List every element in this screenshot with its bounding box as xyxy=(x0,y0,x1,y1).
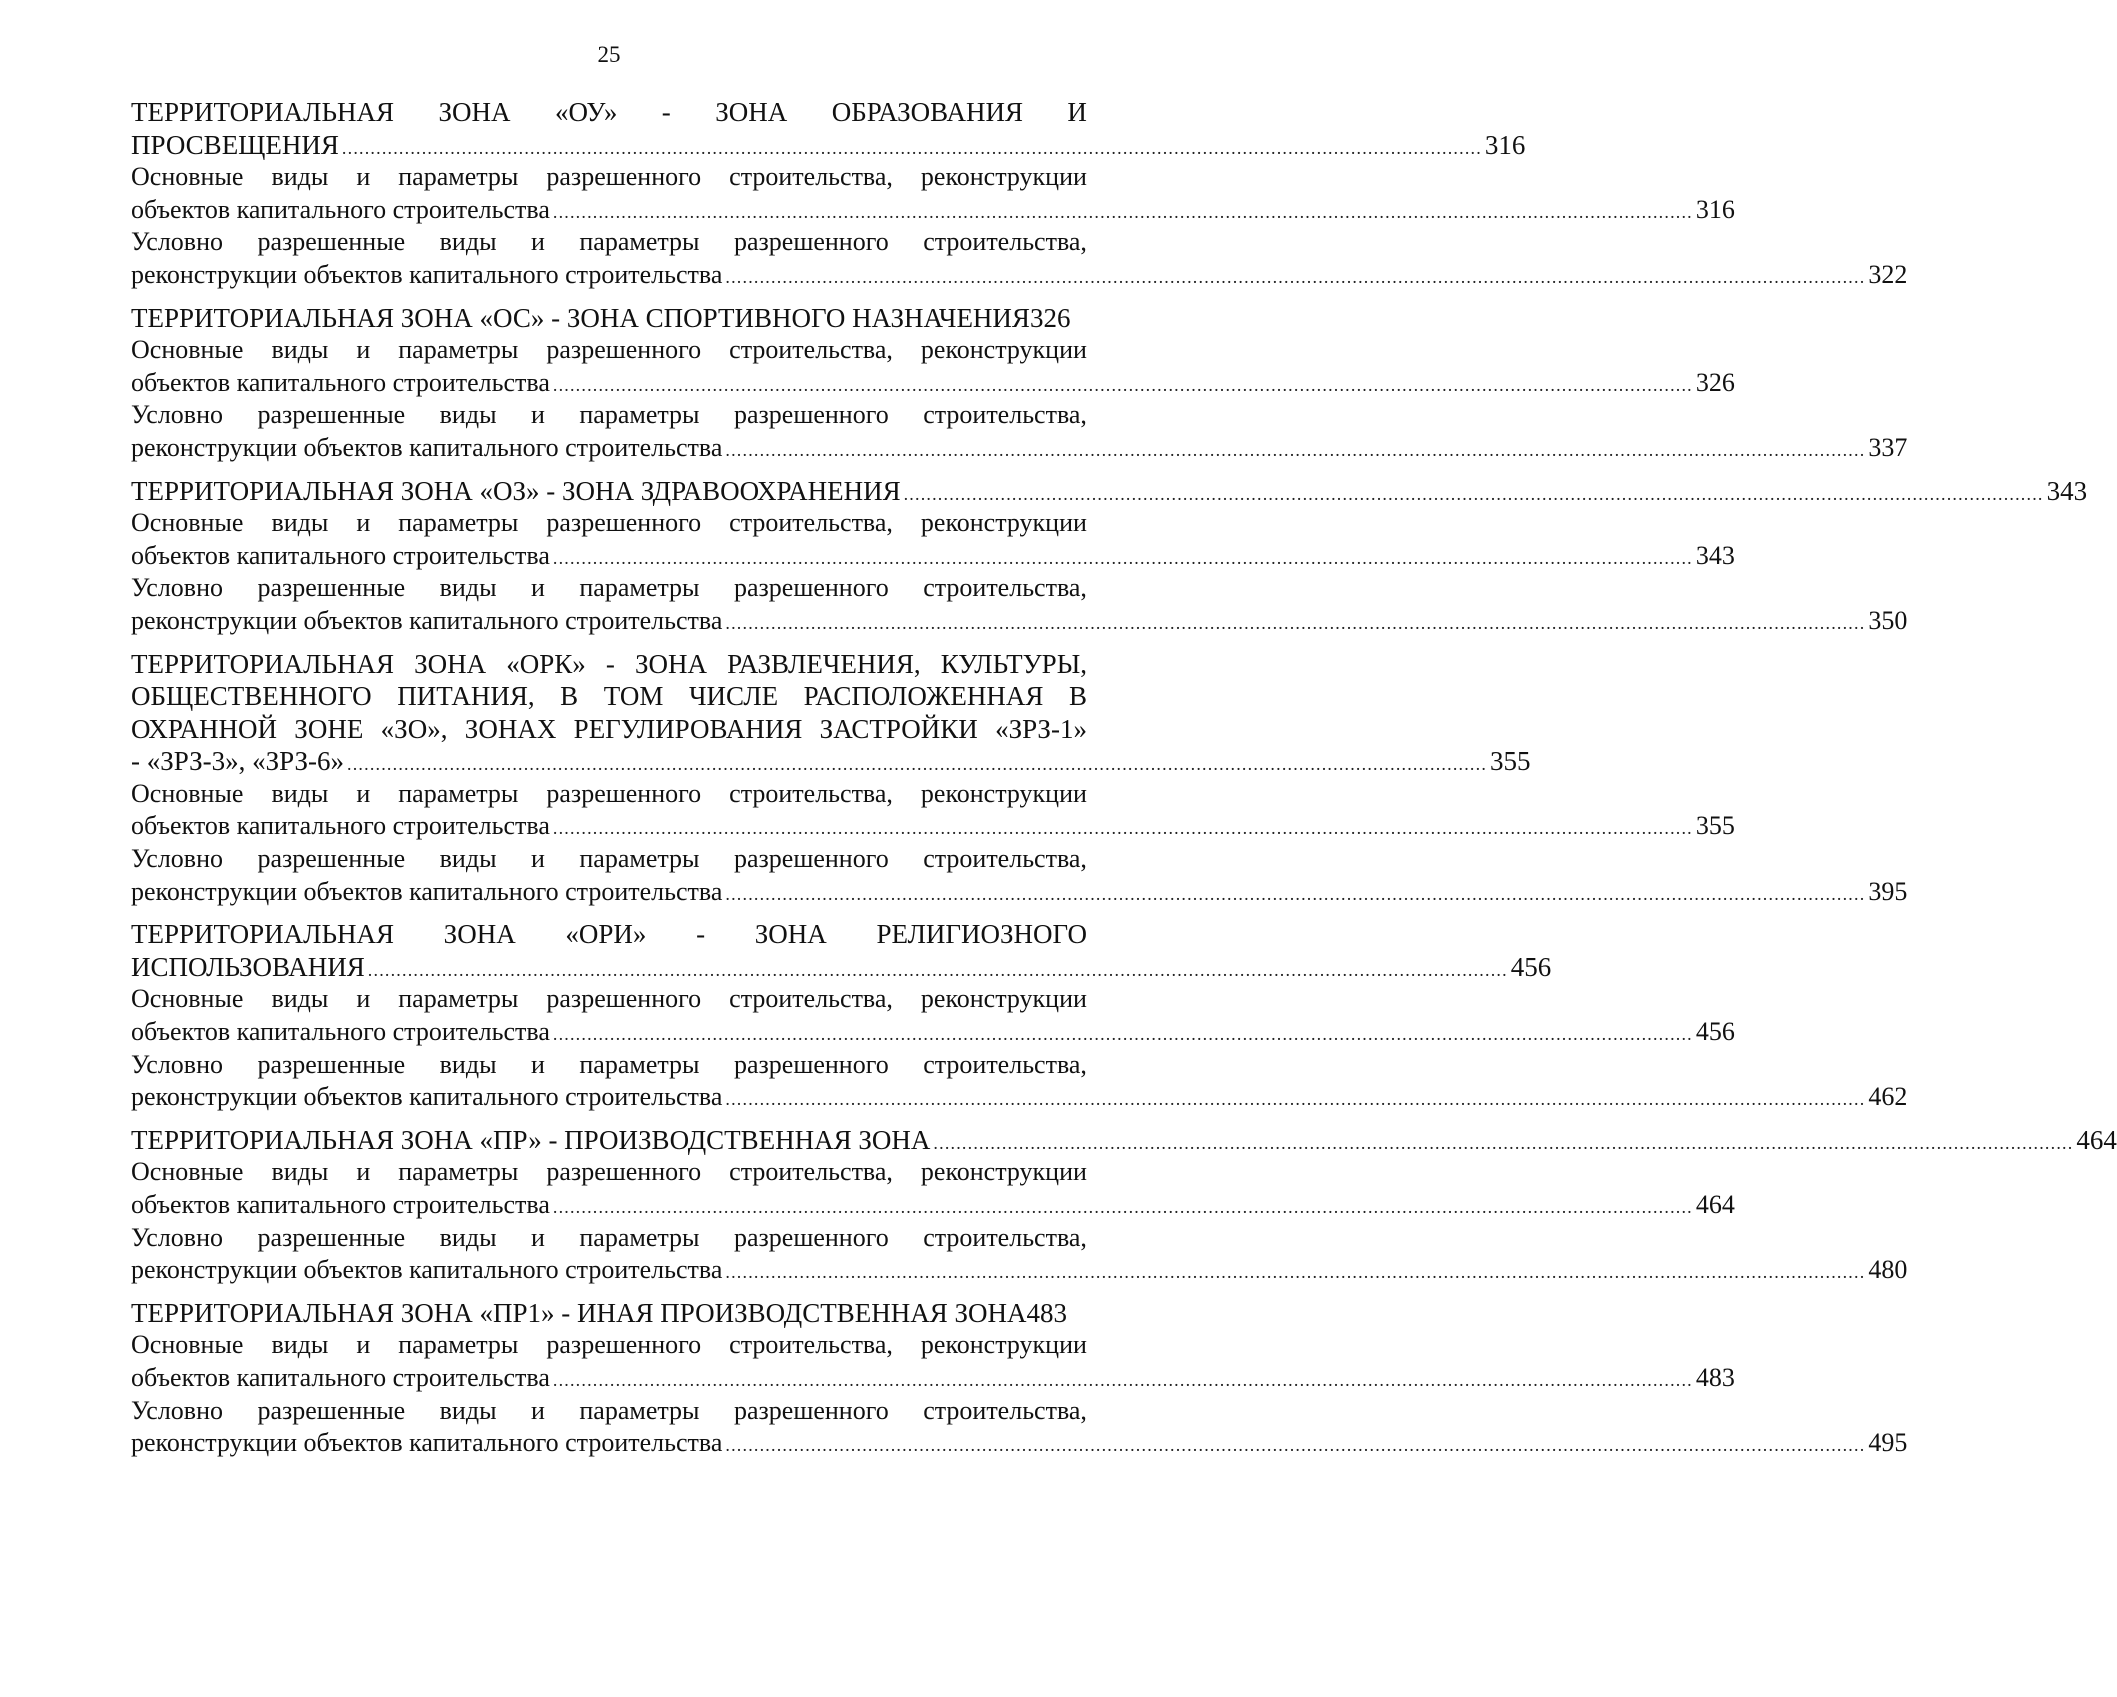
toc-word: разрешенного xyxy=(733,844,889,874)
toc-word: разрешенные xyxy=(257,227,406,257)
toc-word: и xyxy=(531,844,545,874)
toc-line-leader xyxy=(131,1254,1908,1287)
toc-page-number: 456 xyxy=(1695,1017,1735,1047)
toc-word: строительства, xyxy=(923,1222,1087,1252)
toc-word: «ОУ» xyxy=(554,97,618,127)
toc-word: параметры xyxy=(398,1157,519,1187)
toc-word: и xyxy=(531,227,545,257)
toc-word: Основные xyxy=(131,1330,244,1360)
toc-word: виды xyxy=(271,335,329,365)
toc-word: параметры xyxy=(579,1222,700,1252)
toc-word: ЗОНА xyxy=(754,919,827,950)
toc-line-justified xyxy=(131,778,1087,811)
toc-word: и xyxy=(356,1330,371,1360)
toc-word: ЗОНА xyxy=(414,648,487,679)
toc-word: ЗОНА xyxy=(438,97,511,127)
toc-line-justified xyxy=(131,983,1087,1016)
toc-word: ПИТАНИЯ, xyxy=(397,681,535,712)
toc-subentry xyxy=(131,507,1735,572)
toc-word: «ЗО», xyxy=(380,713,448,744)
toc-section xyxy=(131,1297,1908,1460)
toc-line-justified xyxy=(131,1222,1087,1255)
toc-line-leader xyxy=(131,475,2088,508)
toc-word: ЗОНА xyxy=(443,919,516,950)
toc-word: разрешенные xyxy=(257,573,406,603)
toc-heading xyxy=(131,918,1552,983)
toc-word: параметры xyxy=(398,508,519,538)
toc-word: Основные xyxy=(131,984,244,1014)
toc-word: разрешенного xyxy=(733,1049,889,1079)
toc-line-tail xyxy=(131,1297,1087,1330)
toc-entry-text: - «ЗРЗ-3», «ЗРЗ-6» xyxy=(131,746,345,777)
toc-subentry xyxy=(131,399,1908,464)
toc-subentry xyxy=(131,226,1908,291)
toc-entry-text: объектов капитального строительства xyxy=(131,811,550,841)
toc-entry-text: ИСПОЛЬЗОВАНИЯ xyxy=(131,951,365,982)
toc-line-justified xyxy=(131,1329,1087,1362)
toc-subentry xyxy=(131,1329,1735,1394)
toc-entry-text: ТЕРРИТОРИАЛЬНАЯ ЗОНА «ОЗ» - ЗОНА ЗДРАВООХРАНЕНИЯ xyxy=(131,475,901,506)
dot-leader: ........................................................................................................................................................................................................ xyxy=(903,483,2044,504)
toc-section xyxy=(131,648,1908,909)
dot-leader: ........................................................................................................................................................................................................ xyxy=(725,266,1866,287)
dot-leader: ........................................................................................................................................................................................................ xyxy=(933,1132,2074,1153)
toc-word: ЗОНЕ xyxy=(294,713,364,744)
dot-leader: ........................................................................................................................................................................................................ xyxy=(552,201,1693,222)
toc-word: реконструкции xyxy=(920,1157,1087,1187)
toc-subentry xyxy=(131,572,1908,637)
toc-heading xyxy=(131,1124,2117,1157)
toc-line-justified xyxy=(131,572,1087,605)
toc-word: строительства, xyxy=(729,508,893,538)
toc-word: и xyxy=(356,508,371,538)
toc-line-leader xyxy=(131,367,1735,400)
toc-word: и xyxy=(356,162,371,192)
toc-word: строительства, xyxy=(729,1157,893,1187)
dot-leader: ........................................................................................................................................................................................................ xyxy=(552,1369,1693,1390)
toc-word: ОХРАННОЙ xyxy=(131,713,277,744)
toc-page-number: 343 xyxy=(2046,475,2088,506)
toc-entry-text: реконструкции объектов капитального строительства xyxy=(131,1082,723,1112)
toc-subentry xyxy=(131,334,1735,399)
toc-word: строительства, xyxy=(923,400,1087,430)
toc-word: - xyxy=(696,919,706,950)
toc-entry-text: реконструкции объектов капитального строительства xyxy=(131,259,723,289)
toc-line-leader xyxy=(131,951,1552,984)
toc-entry-text: ТЕРРИТОРИАЛЬНАЯ ЗОНА «ПР1» - ИНАЯ ПРОИЗВОДСТВЕННАЯ ЗОНА xyxy=(131,1297,1027,1328)
toc-word: виды xyxy=(271,1330,329,1360)
toc-word: И xyxy=(1067,97,1087,127)
toc-word: параметры xyxy=(579,573,700,603)
toc-line-leader xyxy=(131,745,1531,778)
toc-section xyxy=(131,1124,2117,1287)
toc-word: и xyxy=(531,1049,545,1079)
toc-word: виды xyxy=(439,573,497,603)
toc-line-leader xyxy=(131,1016,1735,1049)
toc-heading xyxy=(131,302,1087,335)
toc-page-number: 355 xyxy=(1490,746,1531,777)
toc-word: «ОРИ» xyxy=(565,919,647,950)
toc-word: параметры xyxy=(579,1049,700,1079)
toc-word: строительства, xyxy=(729,162,893,192)
toc-line-justified xyxy=(131,680,1087,713)
toc-entry-text: реконструкции объектов капитального строительства xyxy=(131,1428,723,1458)
toc-word: виды xyxy=(439,844,497,874)
dot-leader: ........................................................................................................................................................................................................ xyxy=(725,883,1866,904)
toc-entry-text: ПРОСВЕЩЕНИЯ xyxy=(131,129,339,160)
toc-line-leader xyxy=(131,605,1908,638)
toc-word: РЕГУЛИРОВАНИЯ xyxy=(573,713,803,744)
toc-line-tail xyxy=(131,302,1087,335)
toc-word: - xyxy=(661,97,671,127)
toc-line-leader xyxy=(131,1362,1735,1395)
toc-page-number: 316 xyxy=(1484,129,1526,160)
toc-word: Условно xyxy=(131,573,223,603)
toc-subentry xyxy=(131,1156,1735,1221)
toc-word: реконструкции xyxy=(920,335,1087,365)
toc-subentry xyxy=(131,1222,1908,1287)
toc-entry-text: объектов капитального строительства xyxy=(131,1017,550,1047)
toc-word: разрешенного xyxy=(733,1395,889,1425)
toc-word: и xyxy=(531,573,545,603)
toc-subentry xyxy=(131,161,1735,226)
toc-word: разрешенные xyxy=(257,1395,406,1425)
toc-word: разрешенные xyxy=(257,844,406,874)
toc-word: Условно xyxy=(131,227,223,257)
toc-line-justified xyxy=(131,918,1087,951)
toc-heading xyxy=(131,475,2088,508)
toc-line-leader xyxy=(131,1427,1908,1460)
dot-leader: ........................................................................................................................................................................................................ xyxy=(552,1197,1693,1217)
toc-word: и xyxy=(356,778,371,808)
toc-word: - xyxy=(605,648,615,679)
toc-word: КУЛЬТУРЫ, xyxy=(940,648,1087,679)
dot-leader: ........................................................................................................................................................................................................ xyxy=(552,818,1693,839)
dot-leader: ........................................................................................................................................................................................................ xyxy=(725,1435,1866,1456)
dot-leader: ........................................................................................................................................................................................................ xyxy=(552,374,1693,395)
toc-word: параметры xyxy=(579,227,700,257)
toc-page-number: 322 xyxy=(1868,259,1908,289)
toc-line-justified xyxy=(131,96,1087,129)
toc-line-justified xyxy=(131,843,1087,876)
dot-leader: ........................................................................................................................................................................................................ xyxy=(552,547,1693,568)
toc-word: ТОМ xyxy=(603,681,664,712)
toc-word: виды xyxy=(439,1049,497,1079)
toc-line-leader xyxy=(131,1124,2117,1157)
toc-heading xyxy=(131,1297,1087,1330)
toc-line-justified xyxy=(131,713,1087,746)
toc-entry-text: объектов капитального строительства xyxy=(131,367,550,397)
toc-word: РЕЛИГИОЗНОГО xyxy=(876,919,1087,950)
toc-page-number: 337 xyxy=(1868,432,1908,462)
toc-word: строительства, xyxy=(729,778,893,808)
toc-word: В xyxy=(1068,681,1087,712)
toc-word: Основные xyxy=(131,508,244,538)
dot-leader: ........................................................................................................................................................................................................ xyxy=(341,137,1482,158)
toc-line-justified xyxy=(131,507,1087,540)
toc-subentry xyxy=(131,778,1735,843)
toc-word: В xyxy=(560,681,579,712)
dot-leader: ........................................................................................................................................................................................................ xyxy=(552,1024,1693,1045)
toc-section xyxy=(131,475,2088,638)
toc-subentry xyxy=(131,983,1735,1048)
toc-word: разрешенного xyxy=(733,1222,889,1252)
toc-page-number: 483 xyxy=(1695,1362,1735,1392)
toc-heading xyxy=(131,96,1526,161)
toc-word: Условно xyxy=(131,400,223,430)
toc-subentry xyxy=(131,1049,1908,1114)
toc-line-justified xyxy=(131,1395,1087,1428)
toc-word: виды xyxy=(439,400,497,430)
toc-word: «ЗРЗ-1» xyxy=(995,713,1087,744)
toc-line-leader xyxy=(131,1189,1735,1222)
toc-word: реконструкции xyxy=(920,162,1087,192)
dot-leader: ........................................................................................................................................................................................................ xyxy=(725,1262,1866,1283)
toc-word: виды xyxy=(439,227,497,257)
toc-line-justified xyxy=(131,334,1087,367)
toc-word: Основные xyxy=(131,162,244,192)
toc-line-leader xyxy=(131,540,1735,573)
toc-word: разрешенного xyxy=(546,778,702,808)
toc-line-justified xyxy=(131,226,1087,259)
toc-word: ЗАСТРОЙКИ xyxy=(819,713,978,744)
toc-line-leader xyxy=(131,876,1908,909)
toc-word: и xyxy=(356,984,371,1014)
toc-word: виды xyxy=(439,1395,497,1425)
toc-page-number: 343 xyxy=(1695,540,1735,570)
toc-word: разрешенного xyxy=(546,508,702,538)
toc-word: разрешенного xyxy=(546,1157,702,1187)
toc-word: РАСПОЛОЖЕННАЯ xyxy=(803,681,1044,712)
toc-word: параметры xyxy=(398,984,519,1014)
dot-leader: ........................................................................................................................................................................................................ xyxy=(725,439,1866,460)
toc-page-number: 480 xyxy=(1868,1255,1908,1285)
toc-word: ОБЩЕСТВЕННОГО xyxy=(131,681,372,712)
toc-line-leader xyxy=(131,432,1908,465)
toc-page-number: 464 xyxy=(2076,1124,2117,1155)
toc-subentry xyxy=(131,843,1908,908)
toc-word: разрешенного xyxy=(733,573,889,603)
toc-word: параметры xyxy=(398,778,519,808)
toc-word: параметры xyxy=(579,844,700,874)
dot-leader: ........................................................................................................................................................................................................ xyxy=(347,754,1488,775)
toc-word: строительства, xyxy=(923,844,1087,874)
toc-word: и xyxy=(531,1395,545,1425)
toc-entry-text: объектов капитального строительства xyxy=(131,194,550,224)
toc-heading xyxy=(131,648,1531,778)
toc-word: строительства, xyxy=(923,227,1087,257)
toc-word: Основные xyxy=(131,778,244,808)
page-number: 25 xyxy=(597,42,621,67)
toc-line-justified xyxy=(131,399,1087,432)
toc-word: «ОРК» xyxy=(506,648,586,679)
toc-word: разрешенные xyxy=(257,400,406,430)
toc-page-number: 326 xyxy=(1695,367,1735,397)
toc-page-number: 462 xyxy=(1868,1082,1908,1112)
table-of-contents xyxy=(131,96,2117,1470)
toc-word: ТЕРРИТОРИАЛЬНАЯ xyxy=(131,648,394,679)
toc-page-number: 326 xyxy=(1029,302,1071,333)
toc-entry-text: ТЕРРИТОРИАЛЬНАЯ ЗОНА «ОС» - ЗОНА СПОРТИВНОГО НАЗНАЧЕНИЯ xyxy=(131,302,1030,333)
toc-word: строительства, xyxy=(923,1049,1087,1079)
toc-word: и xyxy=(356,1157,371,1187)
toc-word: разрешенного xyxy=(546,1330,702,1360)
toc-entry-text: ТЕРРИТОРИАЛЬНАЯ ЗОНА «ПР» - ПРОИЗВОДСТВЕННАЯ ЗОНА xyxy=(131,1124,931,1155)
toc-word: Условно xyxy=(131,844,223,874)
toc-word: строительства, xyxy=(729,1330,893,1360)
toc-word: разрешенного xyxy=(733,400,889,430)
toc-word: строительства, xyxy=(923,573,1087,603)
toc-word: параметры xyxy=(398,162,519,192)
toc-line-justified xyxy=(131,1156,1087,1189)
toc-word: разрешенные xyxy=(257,1222,406,1252)
toc-word: параметры xyxy=(579,1395,700,1425)
toc-entry-text: реконструкции объектов капитального строительства xyxy=(131,876,723,906)
toc-word: ЗОНА xyxy=(715,97,788,127)
toc-word: Условно xyxy=(131,1222,223,1252)
toc-word: реконструкции xyxy=(920,984,1087,1014)
toc-page-number: 316 xyxy=(1695,194,1735,224)
toc-section xyxy=(131,302,1908,465)
toc-word: ТЕРРИТОРИАЛЬНАЯ xyxy=(131,919,394,950)
toc-word: разрешенного xyxy=(733,227,889,257)
dot-leader: ........................................................................................................................................................................................................ xyxy=(367,959,1508,980)
toc-subentry xyxy=(131,1395,1908,1460)
toc-word: ЗОНА xyxy=(635,648,708,679)
toc-word: реконструкции xyxy=(920,508,1087,538)
toc-word: и xyxy=(531,400,545,430)
toc-page-number: 395 xyxy=(1868,876,1908,906)
toc-section xyxy=(131,918,1908,1114)
toc-line-justified xyxy=(131,161,1087,194)
toc-line-justified xyxy=(131,648,1087,681)
toc-word: параметры xyxy=(579,400,700,430)
toc-page-number: 456 xyxy=(1510,951,1552,982)
toc-word: Условно xyxy=(131,1049,223,1079)
toc-word: виды xyxy=(271,508,329,538)
toc-page-number: 495 xyxy=(1868,1428,1908,1458)
toc-word: виды xyxy=(271,1157,329,1187)
toc-line-leader xyxy=(131,810,1735,843)
toc-word: ЗОНАХ xyxy=(464,713,557,744)
toc-word: Условно xyxy=(131,1395,223,1425)
toc-word: Основные xyxy=(131,335,244,365)
toc-word: строительства, xyxy=(923,1395,1087,1425)
toc-page-number: 355 xyxy=(1695,811,1735,841)
toc-line-leader xyxy=(131,1081,1908,1114)
toc-word: разрешенного xyxy=(546,984,702,1014)
toc-section xyxy=(131,96,1908,292)
toc-word: реконструкции xyxy=(920,1330,1087,1360)
toc-word: виды xyxy=(271,778,329,808)
toc-line-justified xyxy=(131,1049,1087,1082)
toc-entry-text: реконструкции объектов капитального строительства xyxy=(131,432,723,462)
toc-word: строительства, xyxy=(729,984,893,1014)
toc-word: строительства, xyxy=(729,335,893,365)
toc-entry-text: объектов капитального строительства xyxy=(131,1362,550,1392)
toc-word: разрешенные xyxy=(257,1049,406,1079)
toc-word: и xyxy=(531,1222,545,1252)
toc-word: Основные xyxy=(131,1157,244,1187)
dot-leader: ........................................................................................................................................................................................................ xyxy=(725,1089,1866,1110)
toc-word: параметры xyxy=(398,335,519,365)
toc-line-leader xyxy=(131,259,1908,292)
toc-word: ОБРАЗОВАНИЯ xyxy=(831,97,1023,127)
toc-entry-text: объектов капитального строительства xyxy=(131,1190,550,1219)
toc-word: параметры xyxy=(398,1330,519,1360)
toc-word: и xyxy=(356,335,371,365)
toc-word: виды xyxy=(439,1222,497,1252)
toc-word: реконструкции xyxy=(920,778,1087,808)
toc-word: РАЗВЛЕЧЕНИЯ, xyxy=(727,648,921,679)
toc-page-number: 464 xyxy=(1695,1190,1735,1219)
toc-entry-text: реконструкции объектов капитального строительства xyxy=(131,605,723,635)
toc-word: разрешенного xyxy=(546,335,702,365)
toc-word: ТЕРРИТОРИАЛЬНАЯ xyxy=(131,97,394,127)
toc-page-number: 483 xyxy=(1026,1297,1067,1328)
toc-word: виды xyxy=(271,162,329,192)
toc-line-leader xyxy=(131,194,1735,227)
toc-page-number: 350 xyxy=(1868,605,1908,635)
dot-leader: ........................................................................................................................................................................................................ xyxy=(725,612,1866,633)
toc-word: ЧИСЛЕ xyxy=(688,681,779,712)
toc-word: разрешенного xyxy=(546,162,702,192)
toc-line-leader xyxy=(131,129,1526,162)
toc-entry-text: реконструкции объектов капитального строительства xyxy=(131,1255,723,1285)
toc-entry-text: объектов капитального строительства xyxy=(131,540,550,570)
toc-word: виды xyxy=(271,984,329,1014)
